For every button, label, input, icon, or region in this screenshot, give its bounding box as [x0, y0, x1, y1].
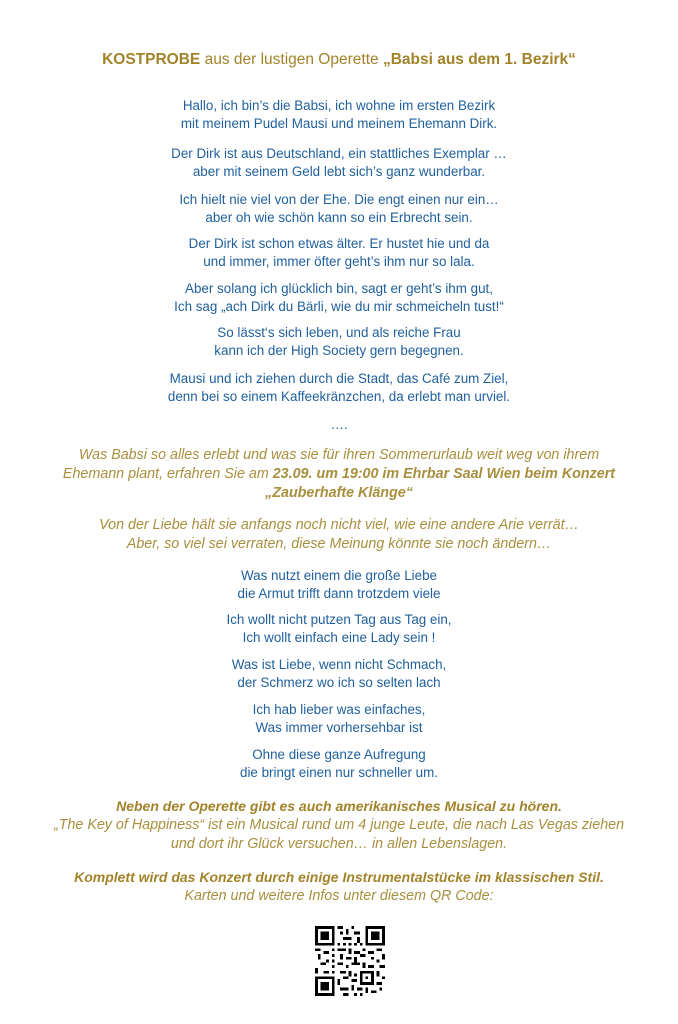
title-middle: aus der lustigen Operette: [200, 51, 383, 68]
lyric-line: aber mit seinem Geld lebt sich’s ganz wunderbar.: [192, 164, 486, 179]
concert-date-venue: 23.09. um 19:00 im Ehrbar Saal Wien beim Konzert: [272, 466, 616, 482]
lyric-line: Was ist Liebe, wenn nicht Schmach,: [231, 657, 447, 672]
arie-stanza-1: [0, 567, 678, 603]
lyric-line: und immer, immer öfter geht’s ihm nur so lala.: [203, 254, 475, 269]
title-kostprobe: KOSTPROBE: [102, 51, 201, 68]
lyric-line: Ich sag „ach Dirk du Bärli, wie du mir schmeicheln tust!“: [174, 299, 504, 314]
stanza-7: [0, 370, 678, 406]
arie-stanza-3: [0, 656, 678, 692]
lyric-line: die bringt einen nur schneller um.: [240, 765, 438, 780]
lyric-line: Der Dirk ist schon etwas älter. Er hustet hie und da: [188, 236, 490, 251]
announcement-line: Was Babsi so alles erlebt und was sie für ihren Sommerurlaub weit weg von ihrem: [78, 447, 600, 463]
lyric-line: Der Dirk ist aus Deutschland, ein stattliches Exemplar …: [171, 146, 507, 161]
lyric-line: Mausi und ich ziehen durch die Stadt, das Café zum Ziel,: [169, 371, 509, 386]
stanza-6: [0, 324, 678, 360]
stanza-5: [0, 280, 678, 316]
qr-instructions: Karten und weitere Infos unter diesem QR Code:: [184, 888, 494, 904]
lyric-line: denn bei so einem Kaffeekränzchen, da erlebt man urviel.: [167, 389, 511, 404]
lyric-line: Aber solang ich glücklich bin, sagt er geht’s ihm gut,: [185, 281, 493, 296]
lyric-line: Was nutzt einem die große Liebe: [240, 568, 437, 583]
title-operetta-name: „Babsi aus dem 1. Bezirk“: [382, 51, 576, 68]
lyric-line: kann ich der High Society gern begegnen.: [214, 343, 464, 358]
closing-heading: Komplett wird das Konzert durch einige Instrumentalstücke im klassischen Stil.: [74, 869, 604, 885]
ellipsis: ….: [330, 417, 348, 432]
lyric-line: die Armut trifft dann trotzdem viele: [237, 586, 441, 601]
lyric-line: So lässt‘s sich leben, und als reiche Frau: [217, 325, 461, 340]
closing-info: [0, 868, 678, 906]
stanza-4: [0, 235, 678, 271]
musical-info: [0, 797, 678, 854]
arie-stanza-4: [0, 701, 678, 737]
lyric-line: Ich wollt einfach eine Lady sein !: [242, 630, 436, 645]
page-title: [0, 50, 678, 70]
announcement-line: [0, 465, 678, 484]
concert-title: „Zauberhafte Klänge“: [265, 485, 413, 501]
stanza-3: [0, 191, 678, 227]
stanza-2: [0, 145, 678, 181]
arie-stanza-2: [0, 611, 678, 647]
lyric-line: Hallo, ich bin’s die Babsi, ich wohne im ersten Bezirk: [182, 98, 496, 113]
lyric-line: aber oh wie schön kann so ein Erbrecht sein.: [205, 210, 473, 225]
concert-announcement: [0, 446, 678, 503]
arie-intro: [0, 516, 678, 554]
intro-line: Aber, so viel sei verraten, diese Meinung könnte sie noch ändern…: [126, 536, 552, 552]
lyric-line: der Schmerz wo ich so selten lach: [237, 675, 441, 690]
musical-line: „The Key of Happiness“ ist ein Musical rund um 4 junge Leute, die nach Las Vegas ziehen: [53, 817, 625, 833]
musical-line: und dort ihr Glück versuchen… in allen Lebenslagen.: [170, 836, 508, 852]
lyric-line: Ich wollt nicht putzen Tag aus Tag ein,: [226, 612, 452, 627]
musical-heading: Neben der Operette gibt es auch amerikanisches Musical zu hören.: [116, 798, 562, 814]
announcement-text: Ehemann plant, erfahren Sie am: [62, 466, 273, 482]
lyric-line: Ich hab lieber was einfaches,: [252, 702, 426, 717]
stanza-1: [0, 97, 678, 133]
lyric-line: mit meinem Pudel Mausi und meinem Ehemann Dirk.: [180, 116, 498, 131]
qr-code-icon[interactable]: [315, 926, 385, 996]
lyric-line: Ich hielt nie viel von der Ehe. Die engt einen nur ein…: [179, 192, 499, 207]
arie-stanza-5: [0, 746, 678, 782]
lyric-line: Ohne diese ganze Aufregung: [252, 747, 426, 762]
lyric-line: Was immer vorhersehbar ist: [255, 720, 423, 735]
intro-line: Von der Liebe hält sie anfangs noch nicht viel, wie eine andere Arie verrät…: [99, 517, 579, 533]
